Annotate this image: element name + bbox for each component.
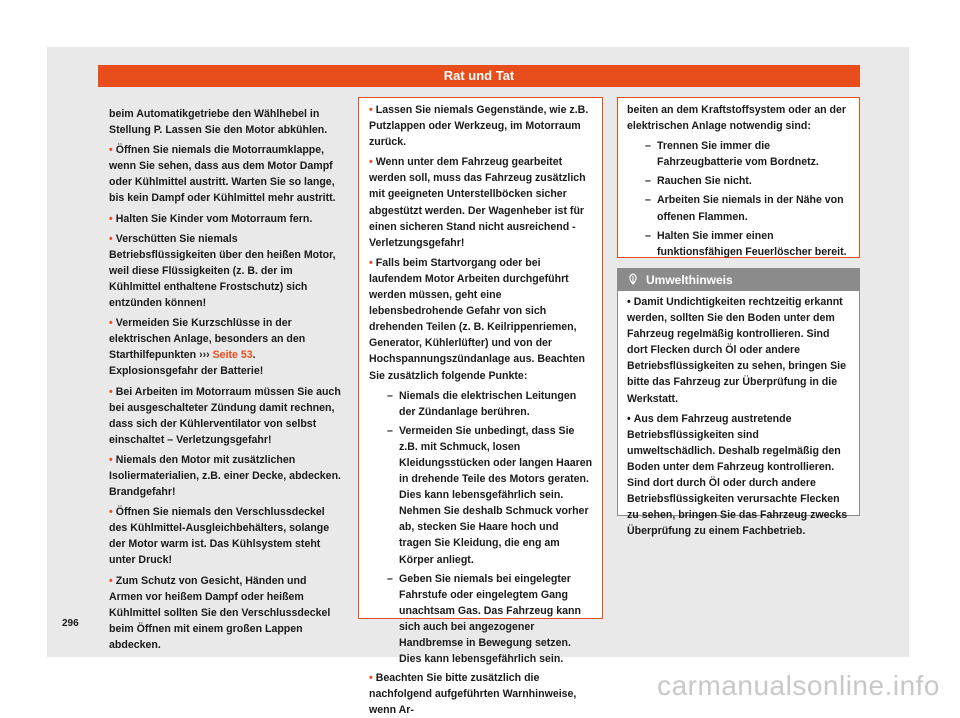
bullet-item: • Aus dem Fahrzeug austretende Betriebsflüssigkeiten sind umweltschädlich. Deshalb regelmäßig den Boden unter dem Fahrzeug kontrollieren. Sind dort durch Öl oder durch andere Betriebsflüssigkeiten verursachte Flecken zu sehen, bringen Sie das Fahrzeug zwecks Überprüfung zu einem Fachbetrieb. xyxy=(627,412,848,538)
bullet-item: • Verschütten Sie niemals Betriebsflüssigkeiten über den heißen Motor, weil diese Flüssigkeiten (z. B. der im Kühlmittel enthaltene Frostschutz) sich entzünden können! xyxy=(109,232,336,310)
page-reference-link[interactable]: Seite 53 xyxy=(212,349,253,362)
warning-box-continued xyxy=(358,97,603,717)
bullet-icon: • xyxy=(109,144,113,157)
sub-item: – Arbeiten Sie niemals in der Nähe von offenen Flammen. xyxy=(645,194,844,223)
bullet-item: • Lassen Sie niemals Gegenstände, wie z.B. Putzlappen oder Werkzeug, im Motorraum zurück. xyxy=(369,104,589,149)
bullet-item: • Zum Schutz von Gesicht, Händen und Armen vor heißem Dampf oder heißem Kühlmittel sollten Sie den Verschlussdeckel beim Öffnen mit einem großen Lappen abdecken. xyxy=(109,574,331,651)
dash-icon: – xyxy=(645,140,651,153)
dash-icon: – xyxy=(645,194,651,207)
bullet-item: • Beachten Sie bitte zusätzlich die nachfolgend aufgeführten Warnhinweise, wenn Ar- xyxy=(369,672,577,717)
bullet-icon: • xyxy=(109,574,113,587)
bullet-icon: • xyxy=(109,212,113,225)
header-title: Rat und Tat xyxy=(443,68,515,83)
warning-box-end xyxy=(617,97,860,258)
bullet-icon: • xyxy=(369,256,373,269)
bullet-item: • Öffnen Sie niemals den Verschlussdeckel des Kühlmittel-Ausgleichbehälters, solange der Motor warm ist. Das Kühlsystem steht unter Druck! xyxy=(109,506,330,567)
bullet-item: • Vermeiden Sie Kurzschlüsse in der elektrischen Anlage, besonders an den Starthilfepunkten ››› Seite 53. Explosionsgefahr der Batterie! xyxy=(109,317,306,378)
bullet-item: • Öffnen Sie niemals die Motorraumklappe, wenn Sie sehen, dass aus dem Motor Dampf oder Kühlmittel austritt. Warten Sie so lange, bis kein Dampf oder Kühlmittel mehr austritt. xyxy=(109,144,336,205)
reference-arrow: ››› xyxy=(199,349,210,362)
sub-item: – Trennen Sie immer die Fahrzeugbatterie vom Bordnetz. xyxy=(645,140,819,169)
environment-note-title: Umwelthinweis xyxy=(646,273,733,287)
paragraph: beiten an dem Kraftstoffsystem oder an der elektrischen Anlage notwendig sind: xyxy=(627,104,846,133)
dash-icon: – xyxy=(645,175,651,188)
bullet-item: • Damit Undichtigkeiten rechtzeitig erkannt werden, sollten Sie den Boden unter dem Fahrzeug regelmäßig kontrollieren. Sind dort Flecken durch Öl oder andere Betriebsflüssigkeiten zu sehen, bringen Sie bitte das Fahrzeug zur Überprüfung in die Werkstatt. xyxy=(627,296,846,405)
environment-note-box xyxy=(617,268,860,538)
sub-item: – Geben Sie niemals bei eingelegter Fahrstufe oder eingelegtem Gang unachtsam Gas. Das Fahrzeug kann sich auch bei angezogener Handbremse in Bewegung setzen. Dies kann lebensgefährlich sein. xyxy=(387,572,581,666)
bullet-icon: • xyxy=(627,296,631,308)
sub-item: – Rauchen Sie nicht. xyxy=(641,173,850,189)
sub-item: – Vermeiden Sie unbedingt, dass Sie z.B. mit Schmuck, losen Kleidungsstücken oder langen Haaren in drehende Teile des Motors geraten. Dies kann lebensgefährlich sein. Nehmen Sie deshalb Schmuck vorher ab, stecken Sie Haare hoch und tragen Sie Kleidung, die eng am Körper anliegt. xyxy=(387,424,593,566)
dash-icon: – xyxy=(387,424,393,437)
bullet-icon: • xyxy=(627,412,631,425)
bullet-icon: • xyxy=(109,385,113,398)
page-number: 296 xyxy=(62,618,79,629)
bullet-icon: • xyxy=(369,156,373,169)
bullet-item: • Halten Sie Kinder vom Motorraum fern. xyxy=(109,212,313,225)
dash-icon: – xyxy=(645,229,651,242)
paragraph: beim Automatikgetriebe den Wählhebel in Stellung P. Lassen Sie den Motor abkühlen. xyxy=(109,108,328,137)
bullet-icon: • xyxy=(109,506,113,519)
dash-icon: – xyxy=(387,572,393,585)
page-header xyxy=(98,65,860,87)
bullet-icon: • xyxy=(109,453,113,466)
sub-item: – Niemals die elektrischen Leitungen der Zündanlage berühren. xyxy=(387,389,577,418)
environment-note-body xyxy=(618,291,859,539)
environment-note-header xyxy=(618,269,859,291)
watermark: carmanualsonline.info xyxy=(657,670,940,701)
bullet-item: • Falls beim Startvorgang oder bei laufendem Motor Arbeiten durchgeführt werden müssen, geht eine lebensbedrohende Gefahr von sich drehenden Teilen (z. B. Keilrippenriemen, Generator, Kühlerlüfter) und von der Hochspannungszündanlage aus. Beachten Sie zusätzlich folgende Punkte: xyxy=(369,256,586,382)
bullet-item: • Bei Arbeiten im Motorraum müssen Sie auch bei ausgeschalteter Zündung damit rechnen, dass sich der Kühlerventilator von selbst einschaltet – Verletzungsgefahr! xyxy=(109,385,341,446)
bullet-icon: • xyxy=(369,672,373,685)
text-column-1 xyxy=(109,106,341,657)
leaf-icon xyxy=(626,269,640,291)
bullet-icon: • xyxy=(109,317,113,330)
sub-item: – Halten Sie immer einen funktionsfähigen Feuerlöscher bereit. xyxy=(645,229,847,258)
bullet-icon: • xyxy=(369,104,373,116)
bullet-icon: • xyxy=(109,232,113,245)
dash-icon: – xyxy=(387,389,393,402)
bullet-item: • Niemals den Motor mit zusätzlichen Isoliermaterialien, z.B. einer Decke, abdecken. Brandgefahr! xyxy=(109,453,341,499)
bullet-item: • Wenn unter dem Fahrzeug gearbeitet werden soll, muss das Fahrzeug zusätzlich mit geeigneten Unterstellböcken sicher abgestützt werden. Der Wagenheber ist für einen sicheren Stand nicht ausreichend - Verletzungsgefahr! xyxy=(369,156,586,249)
